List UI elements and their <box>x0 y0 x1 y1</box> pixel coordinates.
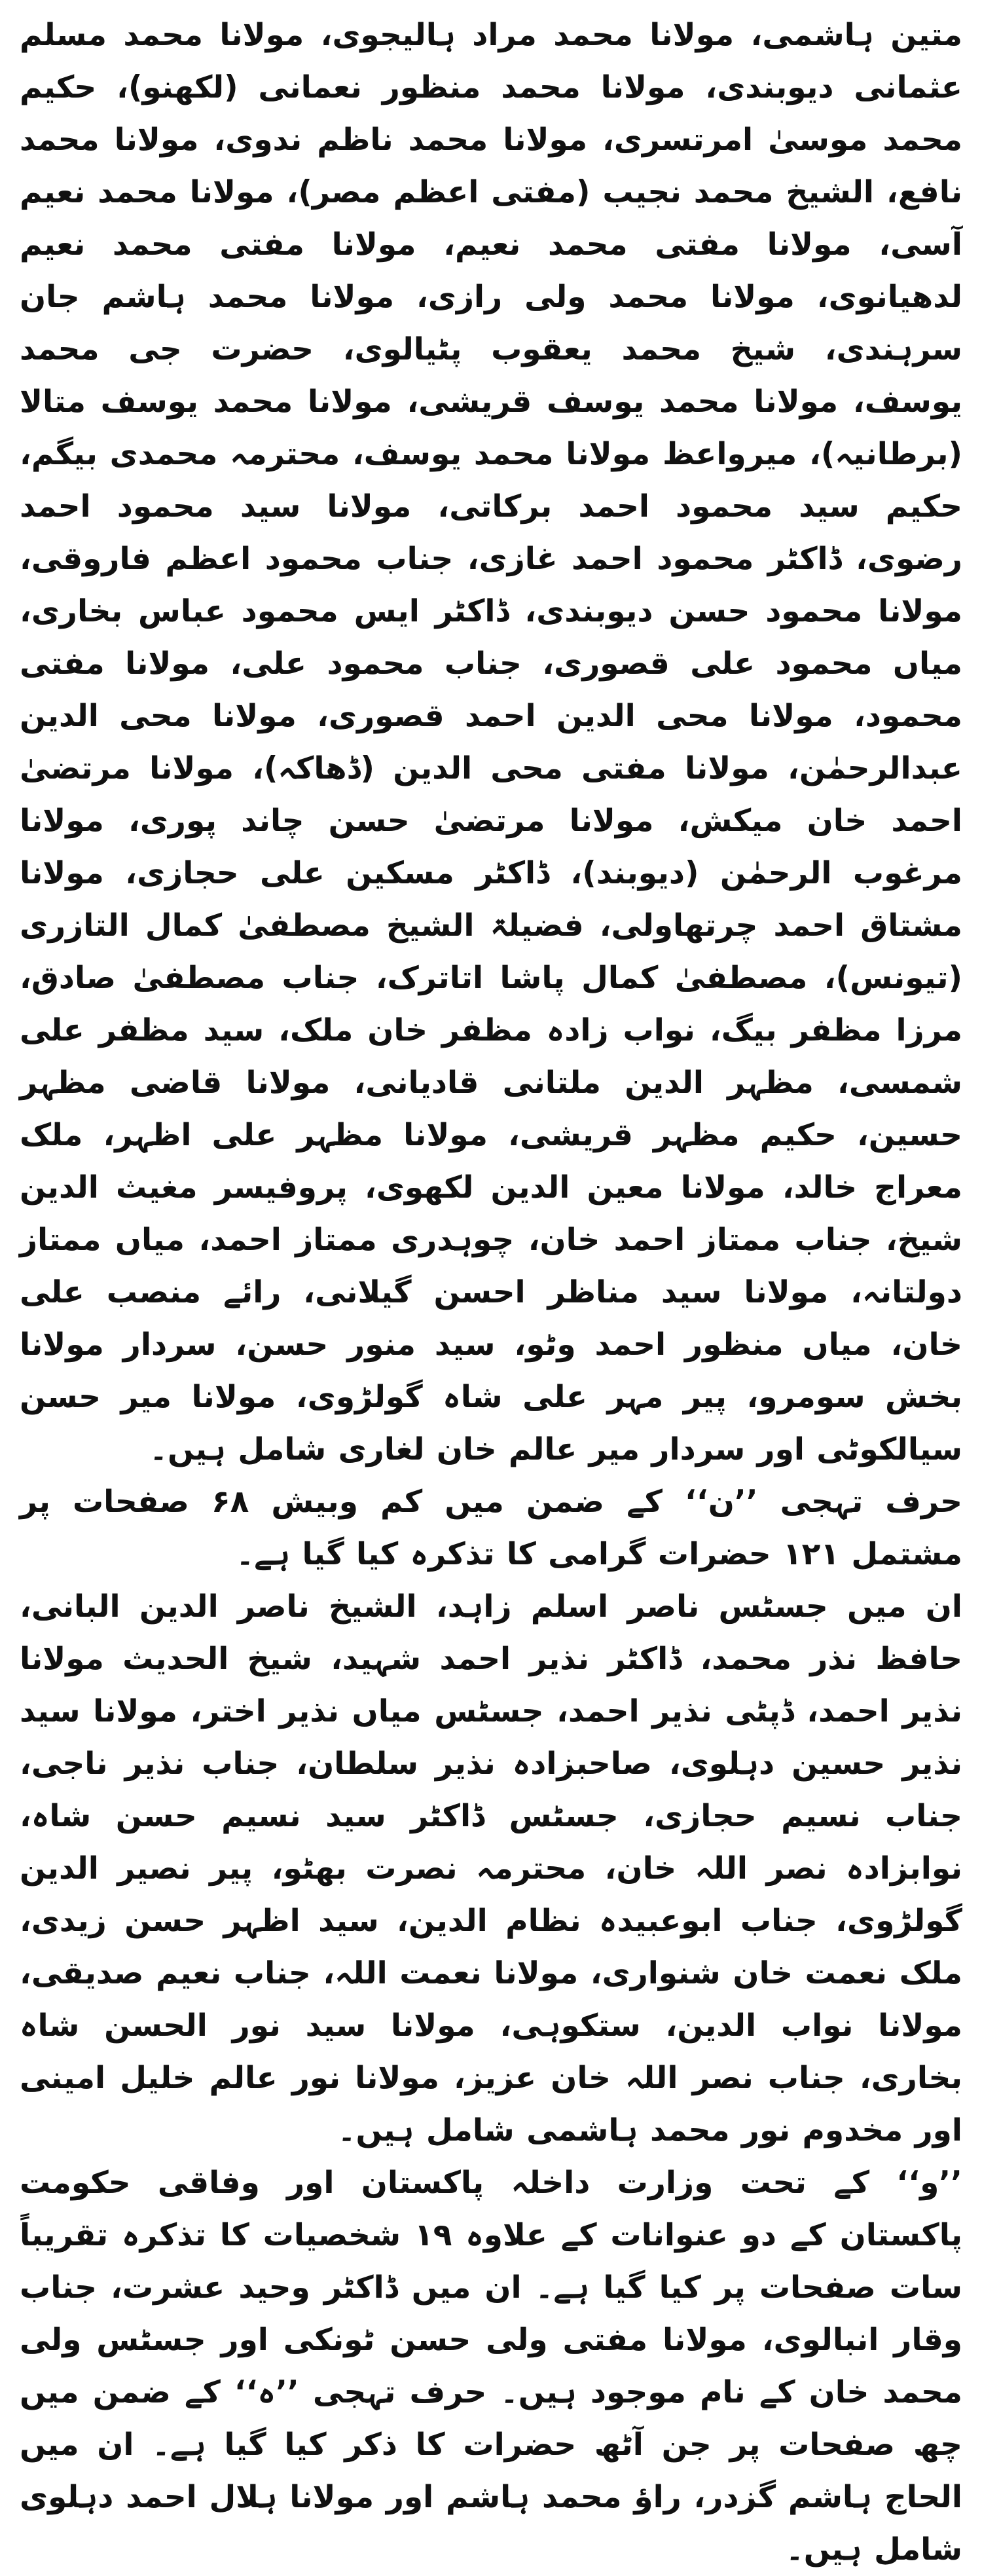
paragraph-nun-list: ان میں جسٹس ناصر اسلم زاہد، الشیخ ناصر الدین البانی، حافظ نذر محمد، ڈاکٹر نذیر احمد شہید، شیخ الحدیث مولانا نذیر احمد، ڈپٹی نذیر احمد، جسٹس میاں نذیر اختر، مولانا سید نذیر حسین دہلوی، صاحبزادہ نذیر سلطان، جناب نذیر ناجی، جناب نسیم حجازی، جسٹس ڈاکٹر سید نسیم حسن شاہ، نوابزادہ نصر اللہ خان، محترمہ نصرت بھٹو، پیر نصیر الدین گولڑوی، جناب ابوعبیدہ نظام الدین، سید اظہر حسن زیدی، ملک نعمت خان شنواری، مولانا نعمت اللہ، جناب نعیم صدیقی، مولانا نواب الدین، ستکوہی، مولانا سید نور الحسن شاہ بخاری، جناب نصر اللہ خان عزیز، مولانا نور عالم خلیل امینی اور مخدوم نور محمد ہاشمی شامل ہیں۔ <box>20 1589 962 2148</box>
paragraph-names-mim-list: متین ہاشمی، مولانا محمد مراد ہالیجوی، مولانا محمد مسلم عثمانی دیوبندی، مولانا محمد منظور نعمانی (لکھنو)، حکیم محمد موسیٰ امرتسری، مولانا محمد ناظم ندوی، مولانا محمد نافع، الشیخ محمد نجیب (مفتی اعظم مصر)، مولانا محمد نعیم آسی، مولانا مفتی محمد نعیم، مولانا مفتی محمد نعیم لدھیانوی، مولانا محمد ولی رازی، مولانا محمد ہاشم جان سرہندی، شیخ محمد یعقوب پٹیالوی، حضرت جی محمد یوسف، مولانا محمد یوسف قریشی، مولانا محمد یوسف متالا (برطانیہ)، میرواعظ مولانا محمد یوسف، محترمہ محمدی بیگم، حکیم سید محمود احمد برکاتی، مولانا سید محمود احمد رضوی، ڈاکٹر محمود احمد غازی، جناب محمود اعظم فاروقی، مولانا محمود حسن دیوبندی، ڈاکٹر ایس محمود عباس بخاری، میاں محمود علی قصوری، جناب محمود علی، مولانا مفتی محمود، مولانا محی الدین احمد قصوری، مولانا محی الدین عبدالرحمٰن، مولانا مفتی محی الدین (ڈھاکہ)، مولانا مرتضیٰ احمد خان میکش، مولانا مرتضیٰ حسن چاند پوری، مولانا مرغوب الرحمٰن (دیوبند)، ڈاکٹر مسکین علی حجازی، مولانا مشتاق احمد چرتھاولی، فضیلۃ الشیخ مصطفیٰ کمال التازری (تیونس)، مصطفیٰ کمال پاشا اتاترک، جناب مصطفیٰ صادق، مرزا مظفر بیگ، نواب زادہ مظفر خان ملک، سید مظفر علی شمسی، مظہر الدین ملتانی قادیانی، مولانا قاضی مظہر حسین، حکیم مظہر قریشی، مولانا مظہر علی اظہر، ملک معراج خالد، مولانا معین الدین لکھوی، پروفیسر مغیث الدین شیخ، جناب ممتاز احمد خان، چوہدری ممتاز احمد، میاں ممتاز دولتانہ، مولانا سید مناظر احسن گیلانی، رائے منصب علی خان، میاں منظور احمد وٹو، سید منور حسن، سردار مولانا بخش سومرو، پیر مہر علی شاہ گولڑوی، مولانا میر حسن سیالکوٹی اور سردار میر عالم خان لغاری شامل ہیں۔ <box>20 17 962 1467</box>
paragraph-nun-intro: حرف تہجی ’’ن‘‘ کے ضمن میں کم وبیش ۶۸ صفحات پر مشتمل ۱۲۱ حضرات گرامی کا تذکرہ کیا گیا ہے۔ <box>20 1484 963 1572</box>
paragraph-waw-he: ’’و‘‘ کے تحت وزارت داخلہ پاکستان اور وفاقی حکومت پاکستان کے دو عنوانات کے علاوہ ۱۹ شخصیات کا تذکرہ تقریباً سات صفحات پر کیا گیا ہے۔ ان میں ڈاکٹر وحید عشرت، جناب وقار انبالوی، مولانا مفتی ولی حسن ٹونکی اور جسٹس ولی محمد خان کے نام موجود ہیں۔ حرف تہجی ’’ہ‘‘ کے ضمن میں چھ صفحات پر جن آٹھ حضرات کا ذکر کیا گیا ہے۔ ان میں الحاج ہاشم گزدر، راؤ محمد ہاشم اور مولانا ہلال احمد دہلوی شامل ہیں۔ <box>20 2165 962 2567</box>
document-page <box>20 9 963 2567</box>
